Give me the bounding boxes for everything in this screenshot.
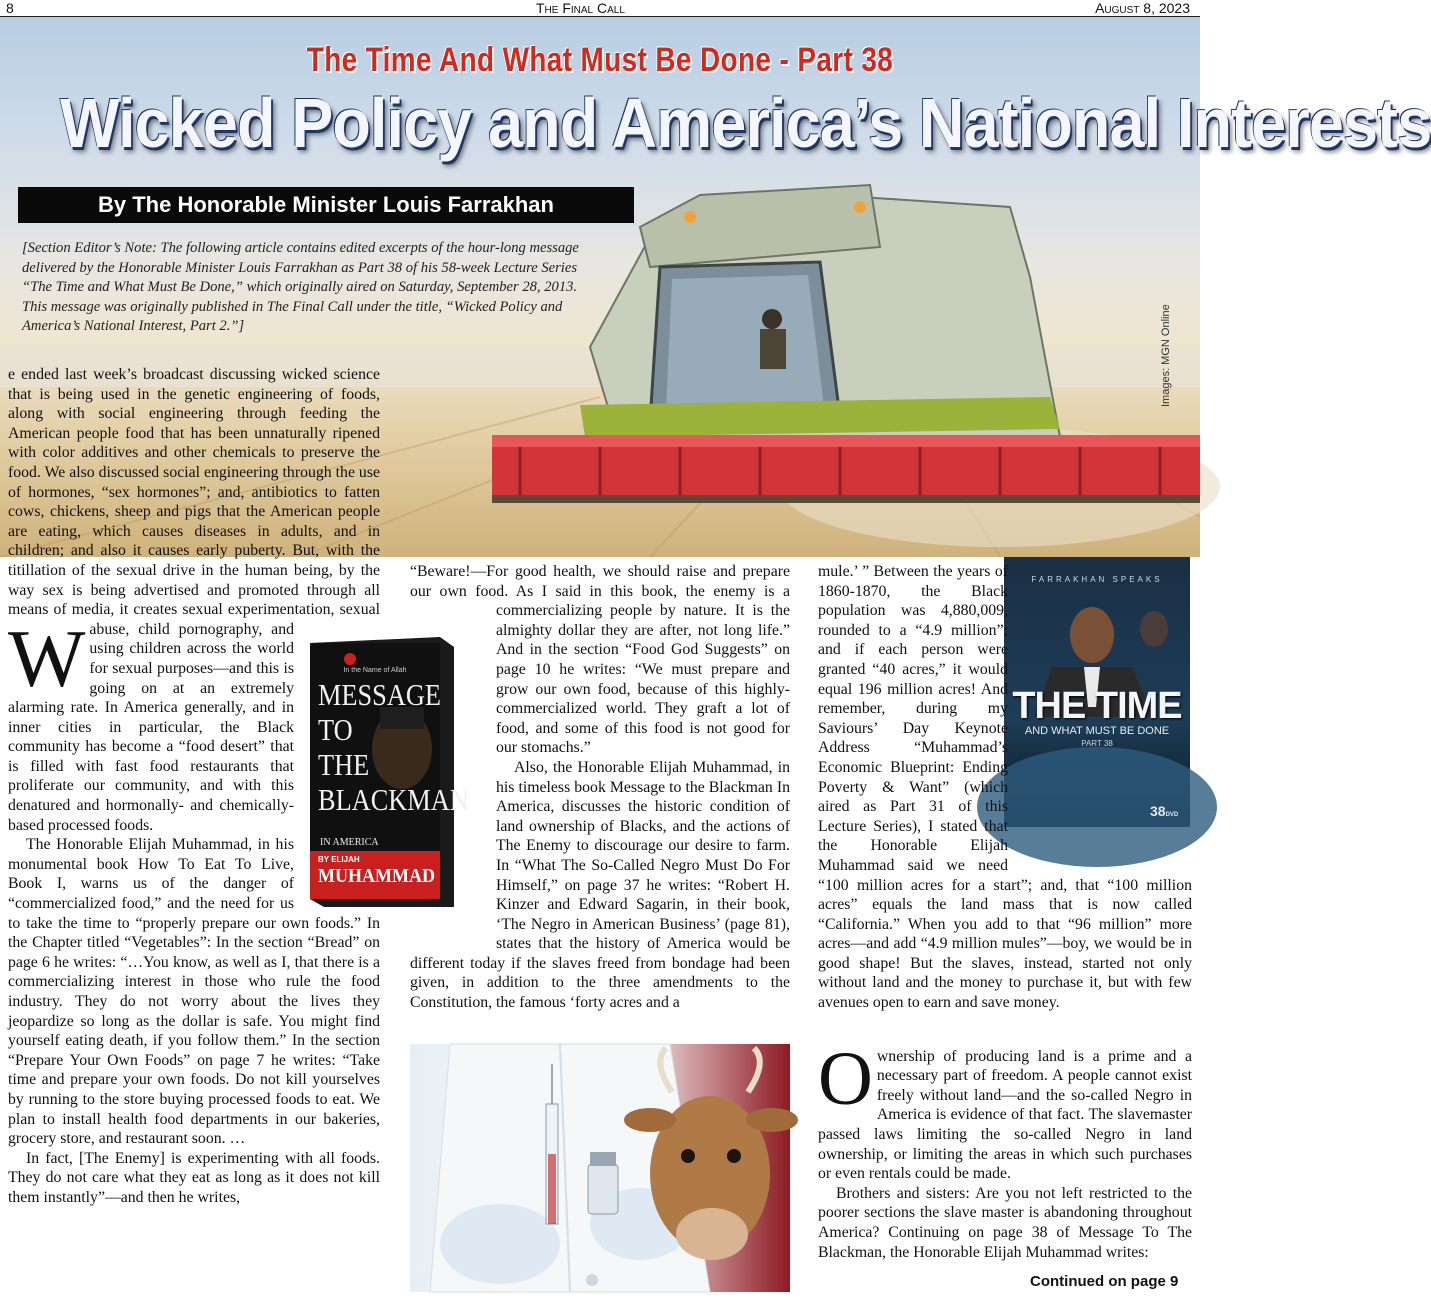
dvd-title: THE TIME xyxy=(1012,685,1182,727)
dvd-subtitle: AND WHAT MUST BE DONE xyxy=(1024,725,1170,737)
editor-note: [Section Editor’s Note: The following article contains edited excerpts of the hour-long message delivered by the Honorable Minister Louis Farrakhan as Part 38 of his 58-week Lecture Series “The Time and What Must Be Done,” which originally aired on Saturday, September 28, 2013. This message was originally published in The Final Call under the title, “Wicked Policy and America’s National Interest, Part 2.”] xyxy=(22,240,579,334)
paragraph: “Beware!—For good health, we should raise and prepare our own food. As I said in this book, the enemy is a commercializing people by nature. It is the almighty dollar they are after, not long life.” And in the section “Food God Suggests” on page 10 he writes: “We must prepare and grow our own food, because of this highly-commercialized world. They graft a lot of food, and some of this food is not good for our stomachs.” xyxy=(410,563,790,757)
book-author-prefix: BY ELIJAH xyxy=(318,855,360,864)
article-column-2 xyxy=(410,562,790,1040)
article-column-3 xyxy=(818,562,1192,1272)
vaccine-cow-photo xyxy=(410,1044,790,1292)
page-number: 8 xyxy=(6,0,14,16)
dvd-part: PART 38 xyxy=(1081,739,1113,748)
continued-notice: Continued on page 9 xyxy=(1030,1273,1179,1290)
drop-cap: O xyxy=(818,1036,873,1121)
byline: By The Honorable Minister Louis Farrakhan xyxy=(18,187,634,223)
paragraph: Ownership of producing land is a prime and a necessary part of freedom. A people cannot exist freely without land—and the so-called Negro in America is evidence of that fact. The slavemaster passed laws limiting the so-called Negro in land ownership, or limiting the areas in which such purchases or even rentals could be made. xyxy=(818,1036,1192,1183)
book-subtitle: IN AMERICA xyxy=(320,837,379,848)
publication-name: The Final Call xyxy=(536,0,625,16)
paragraph: Brothers and sisters: Are you not left restricted to the poorer sections the slave master is abandoning throughout America? Continuing on page 38 of Message To The Blackman, the Honorable Elijah Muhammad writes: xyxy=(818,1184,1192,1261)
article-headline: Wicked Policy and America’s National Interests xyxy=(60,84,1431,162)
book-tagline: In the Name of Allah xyxy=(343,667,407,674)
book-title: MESSAGE TO THE BLACKMAN xyxy=(318,677,469,817)
running-header xyxy=(0,0,1200,17)
article-kicker: The Time And What Must Be Done - Part 38 xyxy=(306,41,894,79)
issue-date: August 8, 2023 xyxy=(1095,0,1190,16)
photo-credit: Images: MGN Online xyxy=(1160,304,1172,407)
paragraph: W e ended last week’s broadcast discussing wicked science that is being used in the genetic engineering of foods, along with social engineering through feeding the American people food that has been unnaturally ripened with color additives and other chemicals to preserve the food. We also discussed social engineering through the use of hormones, “sex hormones”; and, antibiotics to fatten cows, chickens, sheep and pigs that the American people are eating, which causes diseases in adults, and in children; and also it causes early puberty. But, with the titillation of the sexual drive in the human being, by the way sex is being advertised and promoted through all means of media, it creates sexual experimentation, sexual abuse, child pornography, and using children across the world for sexual purposes—and this is going on at an extremely alarming rate. In America generally, and in inner cities in particular, the Black community has become a “food desert” that is filled with fast food restaurants that proliferate our community, and with this denatured and hormonally- and chemically-based processed foods. xyxy=(8,366,380,834)
dvd-badge: 38DVD xyxy=(1150,803,1179,819)
book-author: MUHAMMAD xyxy=(318,865,435,887)
vaccine-illustration xyxy=(410,1044,790,1292)
drop-cap: W xyxy=(8,613,86,704)
dvd-series: FARRAKHAN SPEAKS xyxy=(1031,575,1163,584)
paragraph: The Honorable Elijah Muhammad, in his monumental book How To Eat To Live, Book I, warns us of the danger of “commercialized food,” and the need for us to take the time to “properly prepare our own foods.” In the Chapter titled “Vegetables”: In the section “Bread” on page 6 he writes: “…You know, as well as I, that there is a commercializing interest in those who rule the food industry. They do not worry about the lives they jeopardize so long as the dollar is safe. You might find yourself eating death, if you follow them.” In the section “Prepare Your Own Foods” on page 7 he writes: “Take time and prepare your own foods. Do not kill yourselves by running to the store buying processed foods to eat. We plan to install health food departments in our bakeries, grocery store, and restaurant soon. … xyxy=(8,836,380,1148)
paragraph: Also, the Honorable Elijah Muhammad, in his timeless book Message to the Blackman In America, discusses the historic condition of land ownership of Blacks, and the actions of The Enemy to discourage our desire to farm. In “What The So-Called Negro Must Do For Himself,” on page 37 he writes: “Robert H. Kinzer and Edward Sagarin, in their book, ‘The Negro in American Business’ (page 81), states that the history of America would be different today if the slaves freed from bondage had been given, in addition to the three amendments to the Constitution, the famous ‘forty acres and a xyxy=(410,758,790,1012)
paragraph: mule.’ ” Between the years of 1860-1870, the Black population was 4,880,009, rounded to a “4.9 million”; and if each person were granted “40 acres,” it would equal 196 million acres! And remember, during my Saviours’ Day Keynote Address “Muhammad’s Economic Blueprint: Ending Poverty & Want” (which aired as Part 31 of this Lecture Series), I stated that the Honorable Elijah Muhammad said we need “100 million acres for a start”; and, that “100 million acres” equals the land mass that is now called “California.” When you add to that “96 million” more acres—and add “4.9 million mules”—boy, we would be in good shape! But the slaves, instead, started not only without land and the money to purchase it, but with few avenues open to earn and save money. xyxy=(818,563,1192,1012)
paragraph: In fact, [The Enemy] is experimenting with all foods. They do not care what they eat as long as it does not kill them instantly”—and then he writes, xyxy=(8,1149,380,1206)
